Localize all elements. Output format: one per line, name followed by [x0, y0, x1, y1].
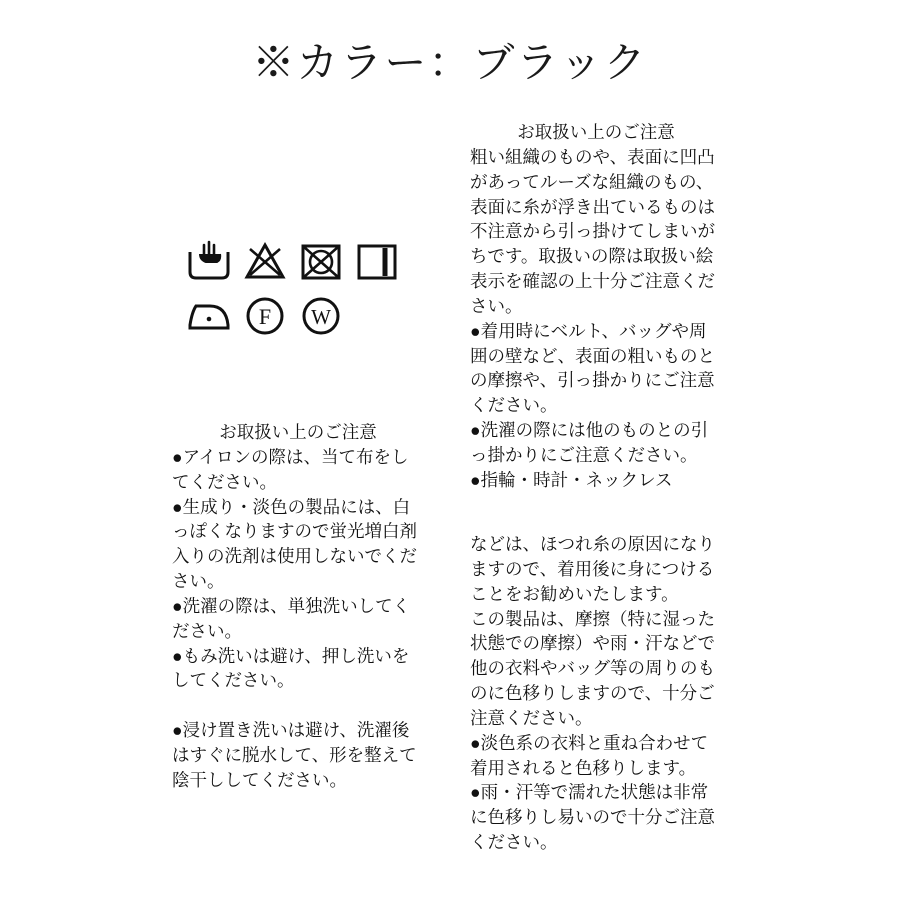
care-note-paragraph: ●着用時にベルト、バッグや周囲の壁など、表面の粗いものとの摩擦や、引っ掛かりにご注意ください。 — [470, 320, 715, 416]
care-note-paragraph: この製品は、摩擦（特に湿った状態での摩擦）や雨・汗などで他の衣料やバッグ等の周りのものに色移りしますので、十分ご注意ください。 — [470, 608, 715, 728]
dryclean-f-symbol — [242, 292, 288, 338]
svg-text:F: F — [258, 304, 272, 329]
page-title: ※カラー：ブラック — [252, 39, 648, 86]
care-notes-left-top — [172, 420, 424, 693]
care-note-paragraph: などは、ほつれ糸の原因になりますので、着用後に身につけることをお勧めいたします。 — [470, 534, 715, 604]
care-notes-left-bottom — [172, 718, 424, 793]
hand-wash-symbol — [186, 238, 232, 284]
care-notes-right-bottom — [470, 532, 722, 855]
care-note-paragraph: ●指輪・時計・ネックレス — [470, 469, 673, 490]
care-note-paragraph: ●洗濯の際には他のものとの引っ掛かりにご注意ください。 — [470, 420, 709, 465]
care-symbol-row-2 — [186, 292, 416, 338]
no-bleach-symbol — [242, 238, 288, 284]
care-note-paragraph: ●アイロンの際は、当て布をしてください。 — [172, 446, 409, 492]
care-symbol-group — [186, 238, 416, 346]
iron-low-symbol — [186, 292, 232, 338]
care-notes-right-top-heading: お取扱い上のご注意 — [517, 122, 675, 142]
wetclean-w-symbol — [298, 292, 344, 338]
care-note-paragraph: ●浸け置き洗いは避け、洗濯後はすぐに脱水して、形を整えて陰干ししてください。 — [172, 720, 417, 790]
no-tumble-dry-symbol — [298, 238, 344, 284]
care-notes-left-top-heading: お取扱い上のご注意 — [219, 422, 377, 442]
line-dry-symbol — [354, 238, 400, 284]
care-note-paragraph: ●洗濯の際は、単独洗いしてください。 — [172, 595, 411, 641]
care-notes-right-top — [470, 120, 722, 493]
care-note-paragraph: ●雨・汗等で濡れた状態は非常に色移りし易いので十分ご注意ください。 — [470, 782, 715, 853]
care-note-paragraph: ●淡色系の衣料と重ね合わせて着用されると色移りします。 — [470, 732, 709, 778]
svg-text:W: W — [311, 305, 331, 329]
care-note-paragraph: 粗い組織のものや、表面に凹凸があってルーズな組織のもの、表面に糸が浮き出ているものは不注意から引っ掛けてしまいがちです。取扱いの際は取扱い絵表示を確認の上十分ご注意ください。 — [470, 146, 715, 316]
care-note-paragraph: ●もみ洗いは避け、押し洗いをしてください。 — [172, 645, 410, 691]
care-note-paragraph: ●生成り・淡色の製品には、白っぽくなりますので蛍光増白剤入りの洗剤は使用しないでください。 — [172, 496, 417, 592]
care-symbol-row-1 — [186, 238, 416, 284]
